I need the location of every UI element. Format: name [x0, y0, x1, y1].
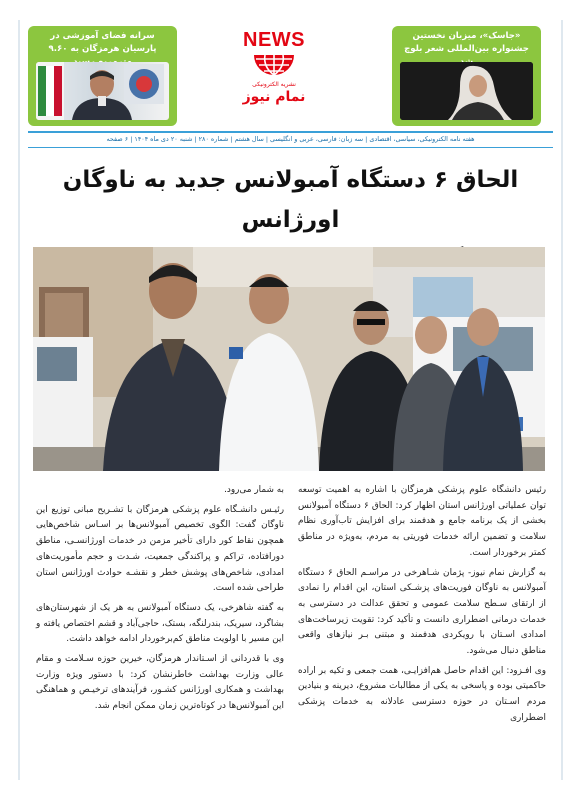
paragraph: به گزارش نمام نیوز- پژمان شـاهرخی در مراسـم الحاق ۶ دستگاه آمبولانس به ناوگان فوریت‌های پزشـکی استان، این اقدام را نمادی از ارتقای سـطح سلامت عمومی و تحقق عدالت در دسترسی به خدمات درمانی اضطراری دانست و تأکید کرد: تقویت زیرساخت‌های امدادی اسـتان با رویکردی هدفمند و مبتنی بـر نیازهای واقعی مناطق دنبال می‌شود. [298, 567, 546, 657]
logo-name: نمام نیوز [242, 89, 306, 105]
left-teaser-box[interactable] [28, 26, 177, 126]
article-column-left [36, 483, 284, 719]
right-teaser-box[interactable] [392, 26, 541, 126]
left-teaser-photo [36, 62, 169, 120]
masthead-rule-bottom [28, 147, 553, 148]
page-frame-left [18, 20, 20, 780]
paragraph: رئیس دانشگاه علوم پزشکی هرمزگان با اشاره به اهمیت توسعه توان عملیاتی اورژانس استان اظهار کرد: الحاق ۶ دستگاه آمبولانس بخشی از یک برنامه جامع و هدفمند برای افزایش تاب‌آوری نظام سلامت و تضمین ارائه خدمات فوریتی به مردم، به‌ویژه در مناطق کمتر برخوردار است. [298, 485, 546, 558]
paragraph: به شمار می‌رود. [224, 485, 284, 495]
newspaper-logo[interactable] [232, 30, 316, 116]
logo-wordmark: NEWS [243, 29, 305, 51]
paragraph: رئیـس دانشـگاه علوم پزشکی هرمزگان با تشـریح مبانی توزیع این ناوگان گفت: الگوی تخصیص آمبولانس‌ها بر اسـاس شاخص‌هایی همچون نقاط کور دارای تأخیر مزمن در خدمات اورژانسـی، مناطق دورافتاده، تراکم و پراکندگی جمعیت، شـدت و حجم مأموریت‌های امدادی، شاخص‌های پوشش خطر و نقشـه حوادث اورژانس استان طراحی شده است. [36, 504, 284, 594]
article-column-right [298, 483, 546, 731]
left-teaser-title: سرانه فضای آموزشی در پارسیان هرمزگان به ۹.۶۰ [48, 31, 157, 54]
paragraph: به گفته شاهرخی، یک دستگاه آمبولانس به هر یک از شهرستان‌های بشاگرد، سیریک، بندرلنگه، بستک، حاجی‌آباد و قشم اختصاص یافته و این مسیر با اولویت مناطق کم‌برخوردار ادامه خواهد داشت. [36, 602, 284, 645]
logo-subtitle: نشریه الکترونیکی [252, 81, 296, 88]
paragraph: وی افـزود: این اقدام حاصل هم‌افزایـی، همت جمعی و تکیه بر اراده حاکمیتی بوده و پاسخی به یکی از مطالبات مشروع، دیرینه و بنیادین مردم اسـتان در حوزه دسترسی عادلانه به خدمات پزشکی اضطراری [298, 665, 546, 723]
page-frame-right [561, 20, 563, 780]
ambulance-ceremony-illustration [33, 247, 545, 471]
paragraph: وی با قدردانی از اسـتاندار هرمزگان، خیرین حوزه سـلامت و مقام عالی وزارت بهداشت خاطرنشان کرد: با دستور ویژه وزارت بهداشت و همکاری اورژانس کشـور، فرآیندهای ترخیـص و هماهنگی این آمبولانس‌ها در کوتاه‌ترین زمان ممکن انجام شد. [36, 654, 284, 712]
right-teaser-photo [400, 62, 533, 120]
main-news-photo [33, 247, 545, 471]
headline-line-1: الحاق ۶ دستگاه آمبولانس جدید به ناوگان اورژانس [62, 167, 519, 233]
right-teaser-title: «جاسک»، میزبان نخستین جشنواره بین‌المللی شعر بلوچ [404, 31, 529, 54]
globe-icon [251, 51, 297, 81]
issue-info-bar: هفته نامه الکترونیکی، سیاسی، اقتصادی | سه زبان: فارسی، عربی و انگلیسی | سال هشتم | شماره ۲۸۰ | شنبه ۲۰ دی ماه ۱۴۰۴ | ۶ صفحه [106, 135, 475, 143]
